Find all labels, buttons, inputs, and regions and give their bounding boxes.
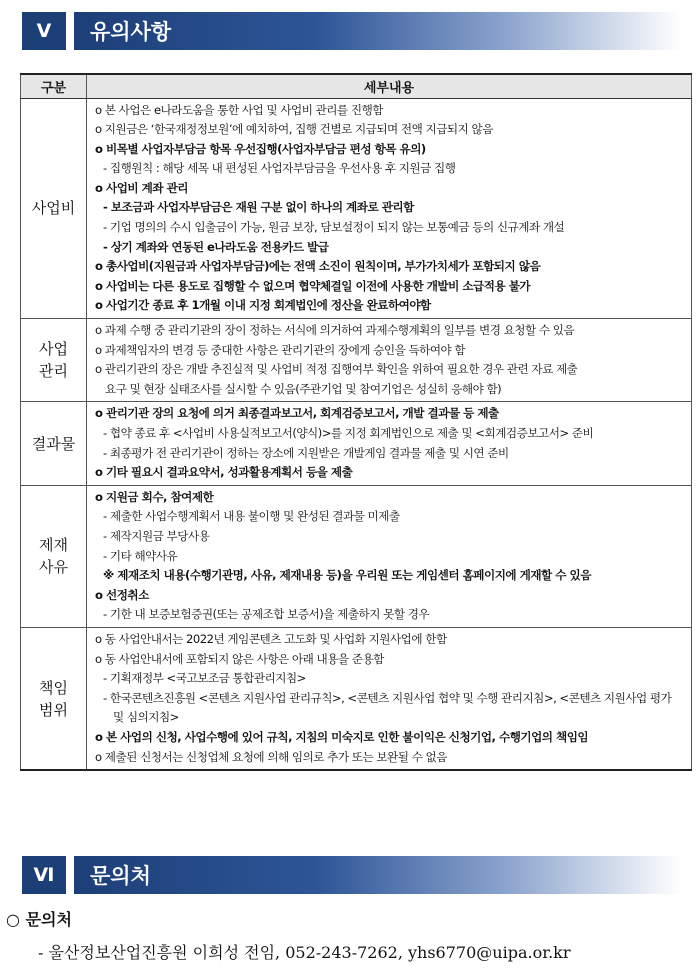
table-row <box>21 402 692 485</box>
category-label: 사업비 <box>31 199 76 218</box>
header-details: 세부내용 <box>87 74 692 98</box>
detail-line: o 지원금 회수, 참여제한 <box>95 489 214 504</box>
row-details <box>87 98 692 319</box>
detail-line: o 선정취소 <box>95 587 149 602</box>
detail-line: o 총사업비(지원금과 사업자부담금)에는 전액 소진이 원칙이며, 부가가치세가 포함되지 않음 <box>95 259 541 274</box>
category-label: 제재 <box>39 536 68 555</box>
detail-line: - 보조금과 사업자부담금은 재원 구분 없이 하나의 계좌로 관리함 <box>103 200 414 215</box>
detail-line: - 협약 종료 후 <사업비 사용실적보고서(양식)>를 지정 회계법인으로 제출 및 <회계검증보고서> 준비 <box>103 426 594 440</box>
detail-line: ※ 제재조치 내용(수행기관명, 사유, 제재내용 등)을 우리원 또는 게임센터 홈페이지에 게재할 수 있음 <box>103 568 591 583</box>
detail-line: - 제작지원금 부당사용 <box>103 528 210 543</box>
detail-line: - 한국콘텐츠진흥원 <콘텐츠 지원사업 관리규칙>, <콘텐츠 지원사업 협약 및 수행 관리지침>, <콘텐츠 지원사업 평가 및 심의지침> <box>103 690 672 725</box>
row-details <box>87 485 692 627</box>
row-category <box>21 627 87 770</box>
detail-line: o 기타 필요시 결과요약서, 성과활용계획서 등을 제출 <box>95 465 353 480</box>
section-title: 유의사항 <box>74 12 682 50</box>
contact-info: - 울산정보산업진흥원 이희성 전임, 052-243-7262, yhs6770@uipa.or.kr <box>38 943 571 962</box>
detail-line: o 관리기관의 장은 개발 추진실적 및 사업비 적정 집행여부 확인을 위하여 필요한 경우 관련 자료 제출 <box>95 362 578 377</box>
category-label: 책임 <box>39 678 68 697</box>
detail-line: - 기업 명의의 수시 입출금이 가능, 원금 보장, 담보설정이 되지 않는 보통예금 등의 신규계좌 개설 <box>103 220 565 235</box>
row-details <box>87 402 692 485</box>
detail-line: - 상기 계좌와 연동된 e나라도움 전용카드 발급 <box>103 239 329 254</box>
row-details <box>87 319 692 402</box>
detail-line: o 제출된 신청서는 신청업체 요청에 의해 임의로 추가 또는 보완될 수 없음 <box>95 749 447 764</box>
detail-line: - 집행원칙 : 해당 세목 내 편성된 사업자부담금을 우선사용 후 지원금 집행 <box>103 161 456 176</box>
notice-table <box>20 73 692 771</box>
detail-line: o 본 사업의 신청, 사업수행에 있어 규칙, 지침의 미숙지로 인한 불이익은 신청기업, 수행기업의 책임임 <box>95 729 589 744</box>
detail-line: o 지원금은 ‘한국재정정보원’에 예치하여, 집행 건별로 지급되며 전액 지급되지 않음 <box>95 122 493 137</box>
detail-line: o 본 사업은 e나라도움을 통한 사업 및 사업비 관리를 진행함 <box>95 102 383 117</box>
detail-line: o 비목별 사업자부담금 항목 우선집행(사업자부담금 편성 항목 유의) <box>95 141 426 156</box>
header-category: 구분 <box>21 74 87 98</box>
detail-line: o 동 사업안내서는 2022년 게임콘텐츠 고도화 및 사업화 지원사업에 한함 <box>95 631 447 646</box>
detail-line: o 과제 수행 중 관리기관의 장이 정하는 서식에 의거하여 과제수행계획의 일부를 변경 요청할 수 있음 <box>95 323 575 338</box>
category-label: 관리 <box>39 362 68 381</box>
table-header-row <box>21 74 692 98</box>
row-category <box>21 98 87 319</box>
row-category <box>21 485 87 627</box>
category-label: 결과물 <box>31 434 76 453</box>
table-row <box>21 98 692 319</box>
section-header-5 <box>22 12 682 50</box>
table-row <box>21 319 692 402</box>
section-number: Ⅵ <box>22 856 66 894</box>
detail-line: - 제출한 사업수행계획서 내용 불이행 및 완성된 결과물 미제출 <box>103 509 400 524</box>
detail-line: o 관리기관 장의 요청에 의거 최종결과보고서, 회계검증보고서, 개발 결과물 등 제출 <box>95 406 499 421</box>
row-category <box>21 319 87 402</box>
contact-heading: ○ 문의처 <box>6 910 72 929</box>
category-label: 사업 <box>39 340 68 359</box>
section-number: Ⅴ <box>22 12 66 50</box>
category-label: 범위 <box>39 700 68 719</box>
detail-line: 요구 및 현장 실태조사를 실시할 수 있음(주관기업 및 참여기업은 성실히 응해야 함) <box>105 381 502 396</box>
detail-line: o 과제책임자의 변경 등 중대한 사항은 관리기관의 장에게 승인을 득하여야 함 <box>95 342 466 357</box>
detail-line: - 기획재정부 <국고보조금 통합관리지침> <box>103 671 306 686</box>
detail-line: - 최종평가 전 관리기관이 정하는 장소에 지원받은 개발게임 결과물 제출 및 시연 준비 <box>103 445 509 460</box>
section-header-6 <box>22 856 682 894</box>
detail-line: o 동 사업안내서에 포함되지 않은 사항은 아래 내용을 준용함 <box>95 651 384 666</box>
detail-line: o 사업비는 다른 용도로 집행할 수 없으며 협약체결일 이전에 사용한 개발비 소급적용 불가 <box>95 278 531 293</box>
table-row <box>21 485 692 627</box>
detail-line: - 기타 해약사유 <box>103 548 178 563</box>
table-row <box>21 627 692 770</box>
row-details <box>87 627 692 770</box>
section-title: 문의처 <box>74 856 682 894</box>
detail-line: - 기한 내 보증보험증권(또는 공제조합 보증서)을 제출하지 못할 경우 <box>103 607 430 622</box>
category-label: 사유 <box>39 558 68 577</box>
detail-line: o 사업기간 종료 후 1개월 이내 지정 회계법인에 정산을 완료하여야함 <box>95 298 431 313</box>
row-category <box>21 402 87 485</box>
detail-line: o 사업비 계좌 관리 <box>95 180 188 195</box>
